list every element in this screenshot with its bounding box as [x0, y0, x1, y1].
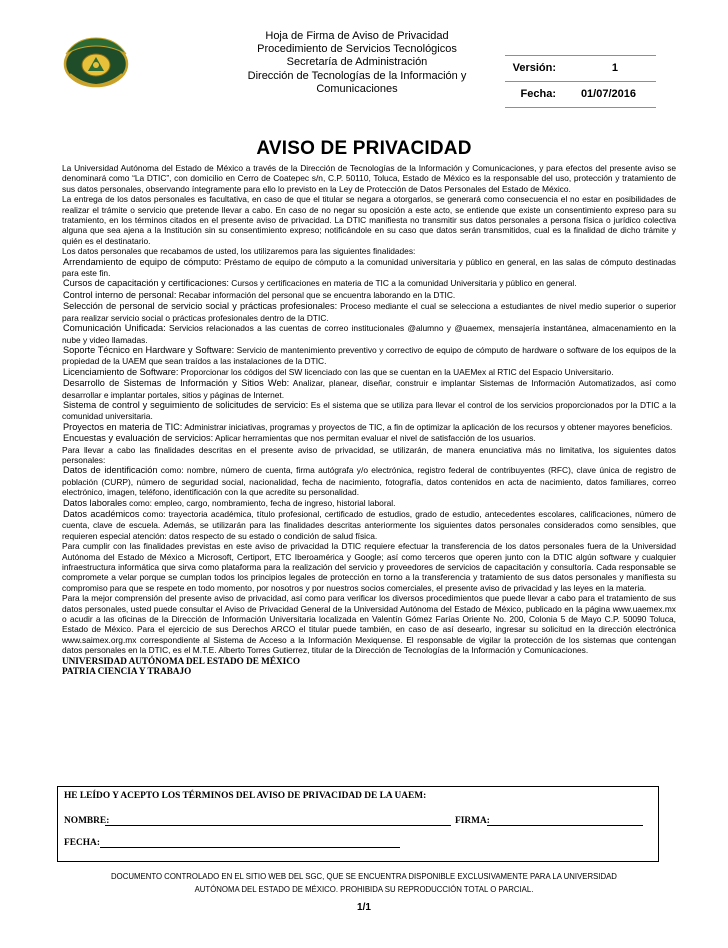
data-type-text: como: nombre, número de cuenta, firma autógrafa y/o electrónica, registro federal de contribuyentes (RFC), clave única de registro de población (CURP), número de seguridad social, nacionalidad, fecha de nacimiento, fotografía, datos contenidos en acta de nacimiento, datos familiares, correo electrónico, imagen, teléfono, identificación con la que acredite su personalidad.	[62, 465, 676, 498]
purpose-text: Proceso mediante el cual se selecciona a estudiantes de nivel medio superior o superior para realizar servicio social o prácticas profesionales dentro de la DTIC.	[62, 301, 676, 323]
purpose-text: Recabar información del personal que se encuentra laborando en la DTIC.	[176, 289, 456, 300]
header-line: Secretaría de Administración	[286, 56, 428, 69]
purpose-label: Proyectos en materia de TIC:	[63, 421, 183, 432]
purpose-text: Cursos y certificaciones en materia de TIC a la comunidad Universitaria y público en general.	[228, 278, 577, 289]
signature-label: FIRMA:	[455, 816, 490, 826]
page-number: 1/1	[357, 902, 371, 913]
purpose-text: Aplicar herramientas que nos permitan evaluar el nivel de satisfacción de los usuarios.	[213, 433, 536, 444]
footer-line: DOCUMENTO CONTROLADO EN EL SITIO WEB DEL SGC, QUE SE ENCUENTRA DISPONIBLE EXCLUSIVAMENTE PARA LA UNIVERSIDAD	[111, 872, 617, 881]
data-type-item	[62, 498, 676, 509]
date-row	[505, 82, 656, 108]
data-type-label: Datos académicos	[63, 509, 140, 519]
purpose-label: Sistema de control y seguimiento de solicitudes de servicio:	[63, 399, 309, 410]
uaem-seal-logo	[62, 34, 130, 90]
data-type-item	[62, 465, 676, 497]
purpose-label: Encuestas y evaluación de servicios:	[63, 433, 214, 444]
institution-name: UNIVERSIDAD AUTÓNOMA DEL ESTADO DE MÉXICO	[62, 655, 300, 666]
purpose-item	[62, 422, 676, 433]
purpose-text: Analizar, planear, diseñar, construir e implantar Sistemas de Información Automatizados, así como desarrollar e implantar portales, sitios y páginas de Internet.	[62, 378, 677, 400]
header-line: Hoja de Firma de Aviso de Privacidad	[265, 30, 449, 42]
purpose-label: Selección de personal de servicio social y prácticas profesionales:	[63, 301, 338, 312]
purpose-text: Es el sistema que se utiliza para llevar el control de los servicios proporcionados por la DTIC a la comunidad universitaria.	[62, 399, 676, 422]
purpose-label: Licenciamiento de Software:	[63, 366, 179, 377]
date-field[interactable]	[100, 847, 400, 848]
data-type-label: Datos laborales	[63, 497, 127, 508]
version-value: 1	[611, 62, 618, 74]
controlled-document-footer	[60, 870, 668, 897]
data-type-text: como: trayectoria académica, título profesional, certificado de estudios, grado de estudio, antecedentes escolares, calificaciones, número de cuenta, clave de escuela. Además, se utilizarán para las finalidades descritas anteriormente los siguientes datos personales considerados como sensibles, que requieren especial atención: datos respecto de su estado o condición de salud física.	[62, 509, 676, 541]
privacy-notice-body	[62, 163, 676, 677]
purpose-item	[62, 278, 676, 289]
purpose-text: Préstamo de equipo de cómputo a la comunidad universitaria y público en general, en las salas de cómputo destinadas para este fin.	[62, 256, 676, 279]
purpose-label: Comunicación Unificada:	[63, 323, 166, 334]
purpose-item	[62, 433, 676, 444]
intro-paragraph: Los datos personales que recabamos de usted, los utilizaremos para las siguientes finalidades:	[62, 246, 416, 257]
version-label: Versión:	[512, 62, 556, 74]
data-type-item	[62, 509, 676, 541]
purpose-label: Cursos de capacitación y certificaciones:	[63, 278, 229, 289]
document-title: AVISO DE PRIVACIDAD	[256, 138, 472, 159]
purpose-item	[62, 323, 676, 345]
purpose-label: Arrendamiento de equipo de cómputo:	[63, 256, 222, 267]
acceptance-box	[57, 786, 659, 862]
purpose-label: Control interno de personal:	[63, 289, 177, 300]
purpose-item	[62, 290, 676, 301]
purpose-text: Servicios relacionados a las cuentas de correo institucionales @alumno y @uaemex, mensajería instantánea, almacenamiento en la nube y video llamadas.	[62, 323, 676, 345]
intro-paragraph: La entrega de los datos personales es facultativa, en caso de que el titular se negara a otorgarlos, se generará como consecuencia el no estar en posibilidades de realizar el trámite o servicio que pretende llevar a cabo. En caso de no negar su oposición a este acto, se entiende que existe un consentimiento expreso para su tratamiento, en los términos citados en el presente aviso de privacidad. La DTIC manifiesta no transmitir sus datos personales a persona física o jurídico colectiva alguna que sea ajena a la Institución sin su consentimiento expreso; notificándole en su caso que datos serán transmitidos, cual es la finalidad de dicho trámite y quién es el destinatario.	[62, 194, 676, 246]
purpose-label: Desarrollo de Sistemas de Información y Sitios Web:	[63, 378, 290, 389]
name-field[interactable]	[105, 825, 451, 826]
purpose-item	[62, 378, 676, 400]
acceptance-title: HE LEÍDO Y ACEPTO LOS TÉRMINOS DEL AVISO DE PRIVACIDAD DE LA UAEM:	[64, 791, 427, 801]
purpose-text: Administrar iniciativas, programas y proyectos de TIC, a fin de optimizar la aplicación de los recursos y obtener mayores beneficios.	[182, 421, 673, 432]
purpose-label: Soporte Técnico en Hardware y Software:	[63, 344, 235, 355]
header-line: Comunicaciones	[316, 82, 398, 95]
header-line: Procedimiento de Servicios Tecnológicos	[257, 43, 457, 56]
version-row	[505, 55, 656, 82]
date-label: Fecha:	[520, 88, 556, 100]
date-field-label: FECHA:	[64, 838, 100, 848]
name-label: NOMBRE:	[64, 816, 110, 826]
closing-paragraph: Para cumplir con las finalidades previstas en este aviso de privacidad la DTIC requiere efectuar la transferencia de los datos personales fuera de la Universidad Autónoma del Estado de México a Microsoft, Certiport, ETC Iberoamérica y Google; así como terceros que operen junto con la DTIC algún software y cualquier infraestructura informática que sirva como plataforma para la realización del servicio y proveedores de servicios de capacitación y consultoría. Cada responsable se compromete a velar porque se cumplan todos los principios legales de protección en torno a la transferencia y tratamiento de sus datos personales y manifiesta su compromiso para que se respete en todo momento, por nosotros y por nuestros socios comerciales, el presente aviso de privacidad y las leyes en la materia.	[62, 541, 676, 593]
date-value: 01/07/2016	[580, 88, 636, 100]
data-type-text: como: empleo, cargo, nombramiento, fecha de ingreso, historial laboral.	[126, 497, 396, 508]
purpose-item	[62, 257, 676, 279]
signature-field[interactable]	[487, 825, 643, 826]
closing-paragraph: Para la mejor comprensión del presente aviso de privacidad, así como para verificar los diversos procedimientos que puede llevar a cabo para el tratamiento de sus datos personales, usted puede consultar el Aviso de Privacidad General de la Universidad Autónoma del Estado de México, publicado en la página www.uaemex.mx o acudir a las oficinas de la Dirección de Información Universitaria localizada en Valentín Gómez Farías Oriente No. 200, Colonia 5 de Mayo C.P. 50090 Toluca, Estado de México. Para el ejercicio de sus Derechos ARCO el titular puede también, en caso de así desearlo, ingresar su solicitud en la dirección electrónica www.saimex.org.mx correspondiente al Sistema de Acceso a la Información Mexiquense. El responsable de vigilar la protección de los sistemas que contengan datos personales en la DTIC, es el M.T.E. Alberto Torres Gutierrez, titular de la Dirección de Tecnologías de la Información y Comunicaciones.	[62, 593, 676, 656]
purpose-item	[62, 301, 676, 323]
purpose-text: Servicio de mantenimiento preventivo y correctivo de equipo de cómputo de hardware o software de los equipos de la propiedad de la UAEM que sean traídos a las instalaciones de la DTIC.	[62, 344, 676, 367]
purpose-item	[62, 367, 676, 378]
document-header	[212, 30, 502, 96]
intro-paragraph: La Universidad Autónoma del Estado de México a través de la Dirección de Tecnologías de la Información y Comunicaciones, y para efectos del presente aviso se denominará como “La DTIC”, con domicilio en Cerro de Coatepec s/n, C.P. 50110, Toluca, Estado de México es la responsable del uso, protección y tratamiento de sus datos personales, observando íntegramente para ello lo previsto en la Ley de Protección de Datos Personales del Estado de México.	[62, 163, 676, 194]
footer-line: AUTÓNOMA DEL ESTADO DE MÉXICO. PROHIBIDA SU REPRODUCCIÓN TOTAL O PARCIAL.	[194, 885, 534, 895]
header-line: Dirección de Tecnologías de la Información y	[247, 69, 467, 82]
data-intro-paragraph: Para llevar a cabo las finalidades descritas en el presente aviso de privacidad, se utilizarán, de manera enunciativa más no limitativa, los siguientes datos personales:	[62, 444, 676, 465]
data-type-label: Datos de identificación	[63, 465, 158, 476]
purpose-item	[62, 400, 676, 422]
purpose-item	[62, 345, 676, 367]
purpose-text: Proporcionar los códigos del SW licenciado con las que se cuentan en la UAEMex al RTIC del Espacio Universitario.	[178, 366, 614, 377]
version-table	[505, 55, 656, 108]
institution-motto: PATRIA CIENCIA Y TRABAJO	[62, 666, 192, 677]
